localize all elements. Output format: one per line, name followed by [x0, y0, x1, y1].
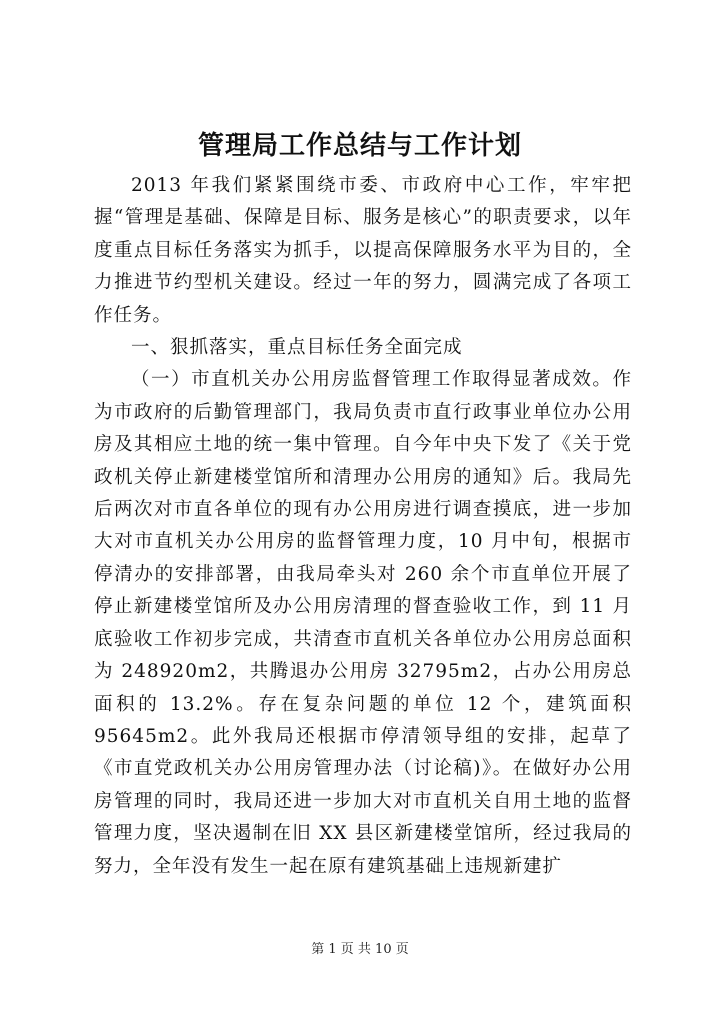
section-heading: 一、狠抓落实，重点目标任务全面完成	[131, 337, 463, 359]
document-body	[94, 170, 632, 883]
intro-paragraph: 2013 年我们紧紧围绕市委、市政府中心工作，牢牢把握“管理是基础、保障是目标、服务是核心”的职责要求，以年度重点目标任务落实为抓手，以提高保障服务水平为目的，全力推进节约型机关建设。经过一年的努力，圆满完成了各项工作任务。	[94, 175, 632, 326]
subsection-paragraph: （一）市直机关办公用房监督管理工作取得显著成效。作为市政府的后勤管理部门，我局负责市直行政事业单位办公用房及其相应土地的统一集中管理。自今年中央下发了《关于党政机关停止新建楼堂馆所和清理办公用房的通知》后。我局先后两次对市直各单位的现有办公用房进行调查摸底，进一步加大对市直机关办公用房的监督管理力度，10 月中旬，根据市停清办的安排部署，由我局牵头对 260 余个市直单位开展了停止新建楼堂馆所及办公用房清理的督查验收工作，到 11 月底验收工作初步完成，共清查市直机关各单位办公用房总面积为 248920m2，共腾退办公用房 32795m2，占办公用房总面积的 13.2%。存在复杂问题的单位 12 个，建筑面积 95645m2。此外我局还根据市停清领导组的安排，起草了《市直党政机关办公用房管理办法（讨论稿)》。在做好办公用房管理的同时，我局还进一步加大对市直机关自用土地的监督管理力度，坚决遏制在旧 XX 县区新建楼堂馆所，经过我局的努力，全年没有发生一起在原有建筑基础上违规新建扩	[94, 369, 632, 877]
page-footer: 第 1 页 共 10 页	[311, 942, 409, 957]
document-title: 管理局工作总结与工作计划	[197, 131, 522, 161]
